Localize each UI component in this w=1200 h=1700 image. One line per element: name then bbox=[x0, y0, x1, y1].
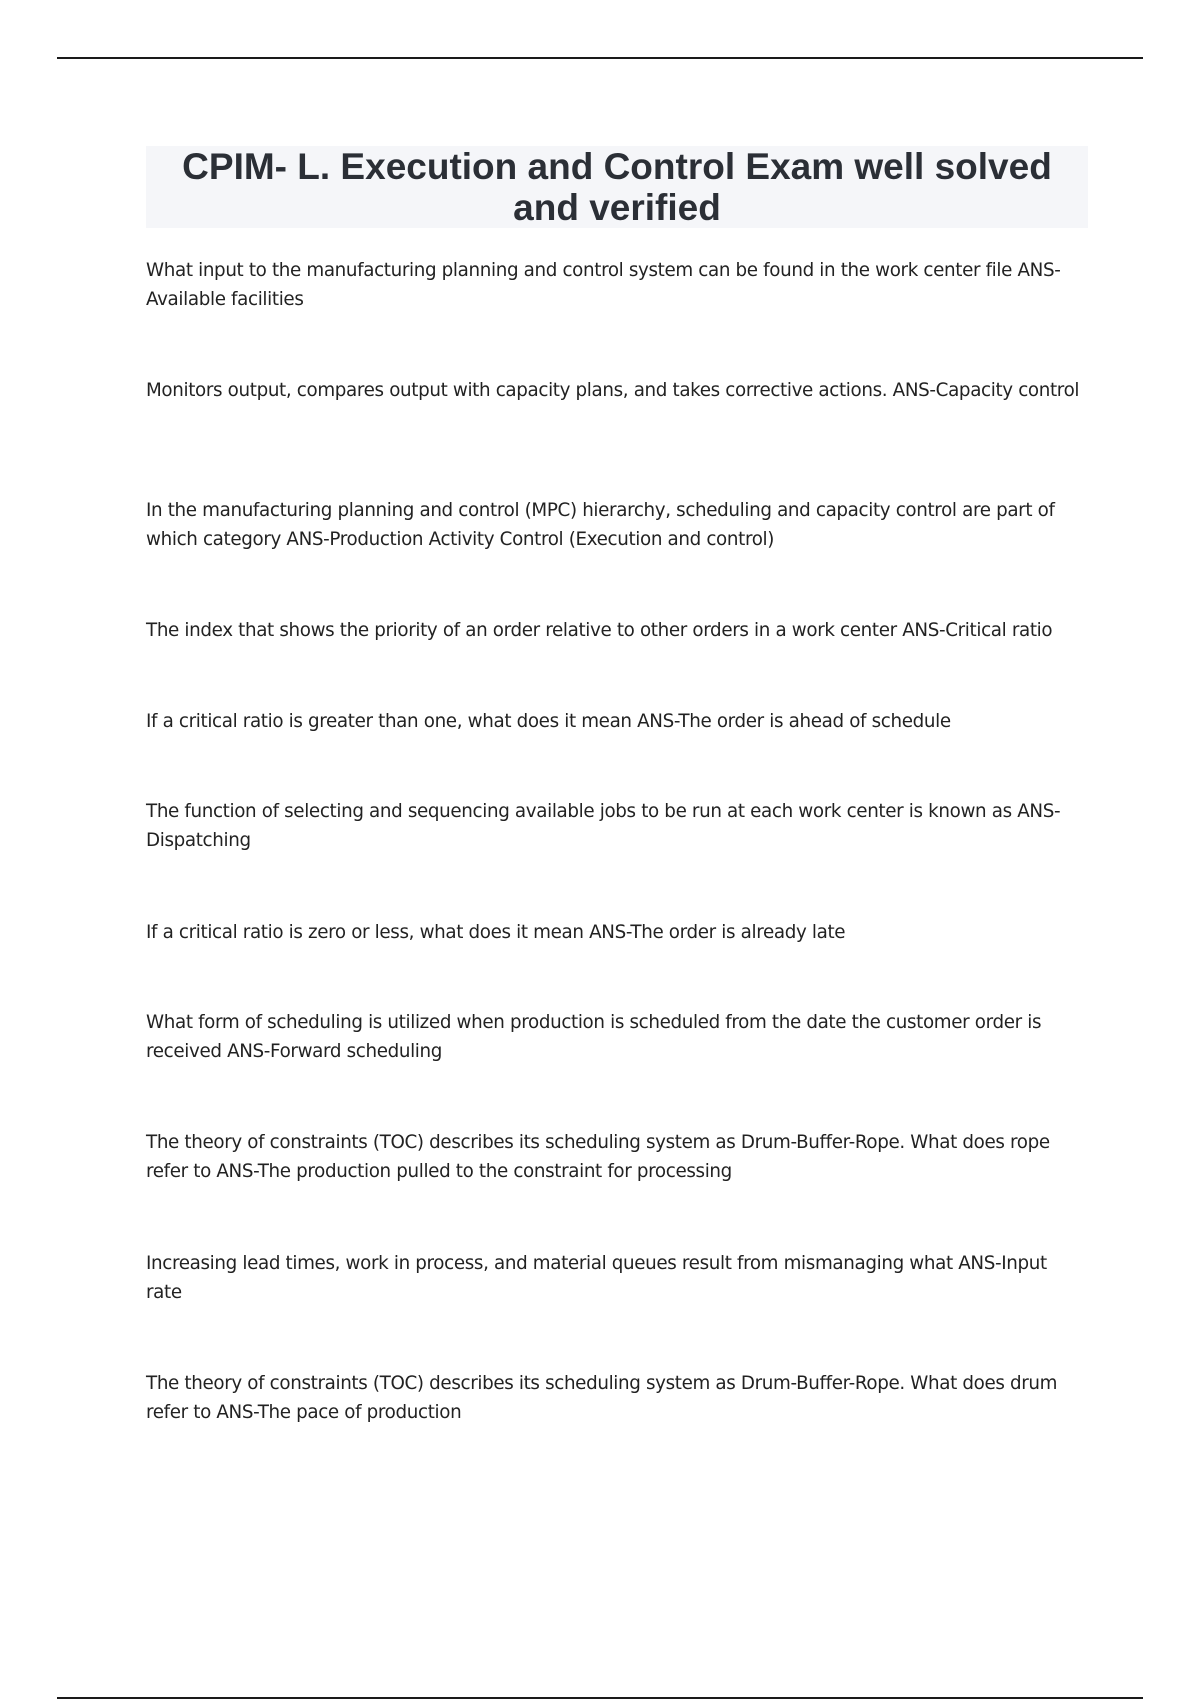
qa-item: If a critical ratio is zero or less, what does it mean ANS-The order is already late bbox=[146, 922, 846, 943]
bottom-rule bbox=[57, 1697, 1143, 1699]
qa-item: The theory of constraints (TOC) describes its scheduling system as Drum-Buffer-Rope. What does rope refer to ANS-The production pulled to the constraint for processing bbox=[146, 1132, 1050, 1182]
top-rule bbox=[57, 57, 1143, 59]
title-box bbox=[146, 146, 1088, 228]
qa-item: The function of selecting and sequencing available jobs to be run at each work center is known as ANS-Dispatching bbox=[146, 801, 1061, 851]
qa-item: Increasing lead times, work in process, and material queues result from mismanaging what ANS-Input rate bbox=[146, 1253, 1047, 1303]
qa-item: The theory of constraints (TOC) describes its scheduling system as Drum-Buffer-Rope. What does drum refer to ANS-The pace of production bbox=[146, 1373, 1058, 1423]
qa-item: If a critical ratio is greater than one, what does it mean ANS-The order is ahead of schedule bbox=[146, 711, 951, 732]
qa-item: In the manufacturing planning and control (MPC) hierarchy, scheduling and capacity control are part of which category ANS-Production Activity Control (Execution and control) bbox=[146, 500, 1055, 550]
qa-item: What input to the manufacturing planning and control system can be found in the work center file ANS-Available facilities bbox=[146, 260, 1061, 310]
qa-item: What form of scheduling is utilized when production is scheduled from the date the customer order is received ANS-Forward scheduling bbox=[146, 1012, 1042, 1062]
qa-item: Monitors output, compares output with capacity plans, and takes corrective actions. ANS-Capacity control bbox=[146, 380, 1080, 401]
document-title: CPIM- L. Execution and Control Exam well solved and verified bbox=[182, 146, 1052, 228]
qa-item: The index that shows the priority of an order relative to other orders in a work center ANS-Critical ratio bbox=[146, 620, 1053, 641]
